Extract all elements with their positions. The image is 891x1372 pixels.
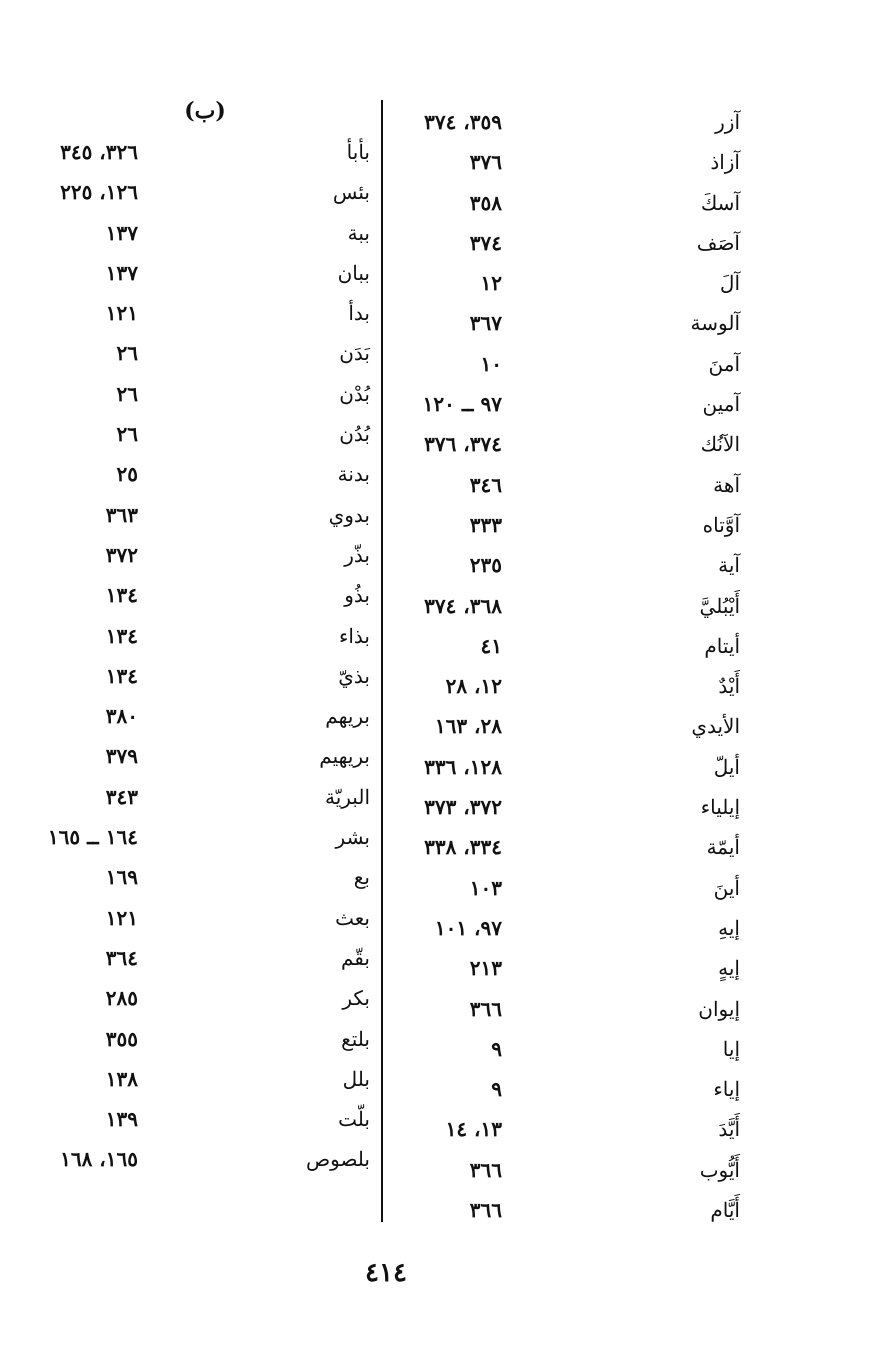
index-pages: ٣٦٦	[469, 1198, 502, 1223]
index-pages: ٣٧٤	[469, 230, 502, 255]
index-pages: ١٣٤	[105, 623, 138, 648]
index-entry	[400, 311, 740, 351]
index-pages: ٣٧٦	[469, 150, 502, 175]
index-term: آلَ	[719, 271, 740, 296]
index-term: الآنُك	[700, 432, 740, 457]
index-pages: ٣٦٣	[105, 502, 138, 527]
index-term: آية	[718, 553, 740, 578]
index-pages: ٣٤٣	[105, 784, 138, 809]
index-pages: ١٣٨	[105, 1066, 138, 1091]
index-pages: ٣٧٢، ٣٧٣	[424, 795, 502, 820]
index-term: آهة	[713, 472, 740, 497]
index-term: الأيدي	[691, 714, 740, 739]
index-term: بَدَن	[339, 341, 370, 366]
index-term: آمنَ	[708, 351, 740, 376]
index-pages: ١٢٦، ٢٢٥	[60, 180, 138, 205]
index-pages: ٣٣٣	[469, 512, 502, 537]
index-entry	[400, 231, 740, 271]
index-entry	[40, 180, 370, 220]
index-entry	[400, 714, 740, 754]
index-entry	[40, 543, 370, 583]
index-entry	[40, 221, 370, 261]
index-pages: ٩	[491, 1077, 502, 1102]
page-number: ٤١٤	[365, 1258, 407, 1288]
index-term: إيلياء	[700, 795, 740, 820]
index-pages: ١٦٥، ١٦٨	[60, 1147, 138, 1172]
index-term: بريهم	[325, 704, 370, 729]
index-pages: ١٢١	[105, 301, 138, 326]
index-entry	[400, 432, 740, 472]
index-term: بذاء	[338, 623, 370, 648]
section-letter: (ب)	[184, 98, 226, 124]
index-pages: ٣٣٤، ٣٣٨	[424, 835, 502, 860]
index-entry	[400, 997, 740, 1037]
index-term: بُدْن	[339, 381, 370, 406]
index-entry	[40, 906, 370, 946]
index-term: إيا	[722, 1036, 740, 1061]
index-pages: ١٢٨، ٣٣٦	[424, 754, 502, 779]
index-entry	[400, 1037, 740, 1077]
index-pages: ٣٦٦	[469, 1157, 502, 1182]
index-entry	[40, 382, 370, 422]
index-entry	[400, 513, 740, 553]
index-entry	[40, 865, 370, 905]
index-term: إيهِ	[718, 915, 740, 940]
index-entry	[400, 1117, 740, 1157]
index-pages: ٢٦	[116, 422, 138, 447]
index-pages: ١٣٤	[105, 583, 138, 608]
index-entry	[40, 946, 370, 986]
index-entry	[400, 674, 740, 714]
index-term: بدوي	[328, 502, 370, 527]
index-term: بلتع	[341, 1026, 370, 1051]
index-pages: ٣٦٤	[105, 945, 138, 970]
index-pages: ٣٥٨	[469, 190, 502, 215]
index-pages: ٩٧، ١٠١	[434, 915, 502, 940]
column-divider	[381, 100, 383, 1222]
index-pages: ٣٤٦	[469, 472, 502, 497]
index-term: إياء	[713, 1077, 740, 1102]
index-term: أَيَّدَ	[718, 1117, 740, 1142]
index-term: أَيُّوب	[699, 1157, 740, 1182]
index-term: أيلّ	[713, 754, 740, 779]
index-pages: ١٠٣	[469, 875, 502, 900]
index-term: بلصوص	[305, 1147, 370, 1172]
index-entry	[400, 473, 740, 513]
index-pages: ٤١	[480, 633, 502, 658]
index-term: بئس	[332, 180, 370, 205]
index-term: بع	[353, 865, 370, 890]
index-term: بذُو	[344, 583, 370, 608]
index-pages: ٣٢٦، ٣٤٥	[60, 140, 138, 164]
index-pages: ١٣٤	[105, 663, 138, 688]
index-term: أَيَّام	[710, 1198, 740, 1223]
index-entry	[400, 110, 740, 150]
index-pages: ٢٦	[116, 341, 138, 366]
index-pages: ١٣، ١٤	[445, 1117, 502, 1142]
index-pages: ٢٦	[116, 381, 138, 406]
index-pages: ٢٨٥	[105, 986, 138, 1011]
index-pages: ٩٧ ــ ١٢٠	[422, 392, 502, 417]
index-entry	[40, 624, 370, 664]
index-pages: ٣٦٨، ٣٧٤	[424, 593, 502, 618]
index-term: بلل	[342, 1066, 370, 1091]
index-pages: ٣٧٢	[105, 542, 138, 567]
index-entry	[40, 664, 370, 704]
index-term: أيتام	[704, 633, 740, 658]
index-pages: ٣٥٥	[105, 1026, 138, 1051]
index-pages: ١٢	[480, 271, 502, 296]
index-term: آسكَ	[700, 190, 740, 215]
index-term: إيهٍ	[718, 956, 740, 981]
index-entry	[400, 594, 740, 634]
index-entry	[40, 140, 370, 180]
index-entry	[40, 583, 370, 623]
index-entry	[400, 1158, 740, 1198]
index-term: آوَّتاه	[702, 512, 740, 537]
index-entry	[400, 755, 740, 795]
index-entry	[40, 301, 370, 341]
index-entry	[400, 392, 740, 432]
index-pages: ٢٣٥	[469, 553, 502, 578]
index-entry	[400, 876, 740, 916]
index-pages: ٣٨٠	[105, 704, 138, 729]
index-term: بدنة	[337, 462, 370, 487]
index-entry	[400, 191, 740, 231]
index-entry	[40, 1147, 370, 1187]
index-term: بكر	[342, 986, 370, 1011]
index-term: ببان	[337, 260, 370, 285]
index-entry	[40, 825, 370, 865]
index-entry	[40, 1027, 370, 1067]
index-term: البريّة	[324, 784, 370, 809]
index-pages: ١٦٤ ــ ١٦٥	[47, 825, 138, 850]
index-column-left	[40, 140, 370, 1188]
index-pages: ١٠	[480, 351, 502, 376]
index-term: بأبأ	[346, 140, 370, 164]
index-term: آمين	[702, 392, 740, 417]
index-pages: ١٢١	[105, 905, 138, 930]
index-term: أيمّة	[706, 835, 740, 860]
index-entry	[400, 352, 740, 392]
index-term: أَيْدٌ	[718, 674, 740, 699]
index-term: إيوان	[698, 996, 740, 1021]
index-term: بذّر	[344, 542, 370, 567]
index-pages: ٩	[491, 1036, 502, 1061]
index-term: بلّت	[338, 1107, 370, 1132]
index-entry	[40, 422, 370, 462]
index-entry	[40, 1067, 370, 1107]
index-pages: ٢٨، ١٦٣	[434, 714, 502, 739]
index-term: آلوسة	[690, 311, 740, 336]
index-entry	[400, 795, 740, 835]
index-term: بقّم	[341, 945, 370, 970]
index-entry	[40, 704, 370, 744]
index-entry	[400, 1198, 740, 1238]
index-pages: ٢١٣	[469, 956, 502, 981]
index-term: بعث	[335, 905, 370, 930]
index-pages: ٣٦٧	[469, 311, 502, 336]
index-term: بُدُن	[339, 422, 370, 447]
index-entry	[400, 150, 740, 190]
index-term: آزر	[715, 110, 740, 134]
index-term: بشر	[335, 825, 370, 850]
index-pages: ١٣٧	[105, 220, 138, 245]
index-entry	[40, 503, 370, 543]
index-term: آزاذ	[710, 150, 740, 175]
index-entry	[400, 916, 740, 956]
index-entry	[40, 462, 370, 502]
index-entry	[400, 553, 740, 593]
index-entry	[400, 1077, 740, 1117]
index-pages: ١٣٧	[105, 260, 138, 285]
index-pages: ١٦٩	[105, 865, 138, 890]
index-entry	[400, 835, 740, 875]
index-pages: ١٢، ٢٨	[445, 674, 502, 699]
index-pages: ١٣٩	[105, 1107, 138, 1132]
index-pages: ٣٧٤، ٣٧٦	[424, 432, 502, 457]
index-term: بريهيم	[319, 744, 370, 769]
index-pages: ٣٦٦	[469, 996, 502, 1021]
index-entry	[400, 634, 740, 674]
index-term: بذيّ	[338, 663, 370, 688]
index-term: أينَ	[713, 875, 740, 900]
index-column-right	[400, 110, 740, 1238]
index-entry	[40, 986, 370, 1026]
index-entry	[40, 1107, 370, 1147]
index-pages: ٣٥٩، ٣٧٤	[424, 110, 502, 134]
index-term: ببة	[347, 220, 370, 245]
index-entry	[40, 261, 370, 301]
index-pages: ٣٧٩	[105, 744, 138, 769]
index-term: آصَف	[696, 230, 740, 255]
index-entry	[400, 271, 740, 311]
index-entry	[40, 785, 370, 825]
index-entry	[400, 956, 740, 996]
index-term: بدأ	[348, 301, 370, 326]
index-entry	[40, 341, 370, 381]
index-term: أَيْبُليَّ	[699, 593, 740, 618]
index-entry	[40, 744, 370, 784]
index-pages: ٢٥	[116, 462, 138, 487]
